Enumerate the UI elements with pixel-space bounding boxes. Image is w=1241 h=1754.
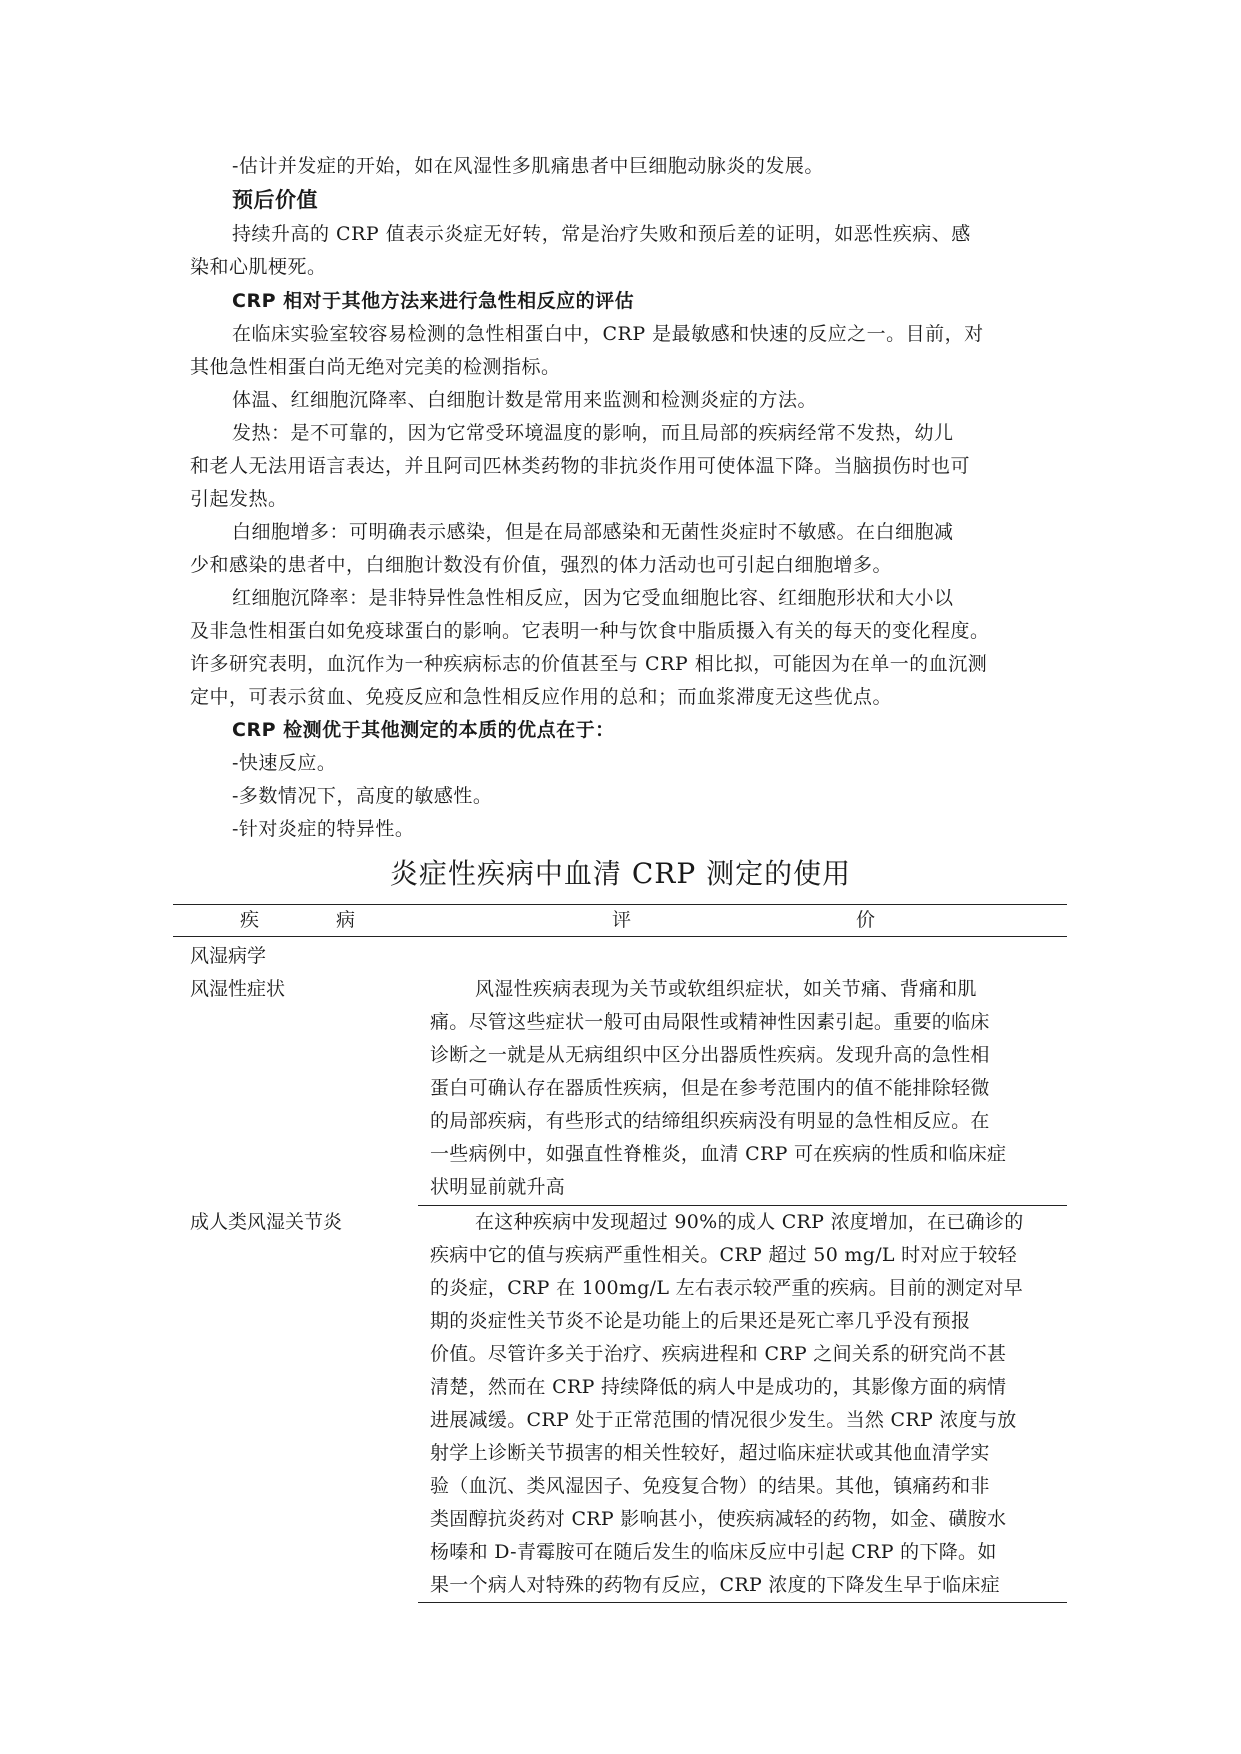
section-heading: 预后价值 bbox=[232, 188, 318, 212]
paragraph-line: 其他急性相蛋白尚无绝对完美的检测指标。 bbox=[190, 356, 561, 378]
paragraph-line: 和老人无法用语言表达，并且阿司匹林类药物的非抗炎作用可使体温下降。当脑损伤时也可 bbox=[190, 455, 971, 477]
paragraph-line: -估计并发症的开始，如在风湿性多肌痛患者中巨细胞动脉炎的发展。 bbox=[232, 155, 824, 177]
section-heading: CRP 相对于其他方法来进行急性相反应的评估 bbox=[232, 290, 635, 312]
table-bottom-rule bbox=[418, 1602, 1067, 1603]
table-header-disease: 疾 bbox=[240, 909, 260, 931]
evaluation-line: 风湿性疾病表现为关节或软组织症状，如关节痛、背痛和肌 bbox=[475, 978, 977, 1000]
evaluation-line: 清楚，然而在 CRP 持续降低的病人中是成功的，其影像方面的病情 bbox=[430, 1376, 1007, 1398]
table-header-evaluation: 评 bbox=[612, 909, 632, 931]
evaluation-line: 疾病中它的值与疾病严重性相关。CRP 超过 50 mg/L 时对应于较轻 bbox=[430, 1244, 1017, 1266]
list-item: -针对炎症的特异性。 bbox=[232, 818, 415, 840]
table-header-evaluation: 价 bbox=[856, 909, 876, 931]
table-header-disease: 病 bbox=[336, 909, 356, 931]
evaluation-line: 杨嗪和 D-青霉胺可在随后发生的临床反应中引起 CRP 的下降。如 bbox=[430, 1541, 997, 1563]
table-row-disease: 风湿性症状 bbox=[190, 978, 286, 1000]
list-item: -多数情况下，高度的敏感性。 bbox=[232, 785, 493, 807]
paragraph-line: 引起发热。 bbox=[190, 488, 288, 510]
table-header-rule bbox=[173, 936, 1067, 937]
table-section-label: 风湿病学 bbox=[190, 945, 267, 967]
evaluation-line: 期的炎症性关节炎不论是功能上的后果还是死亡率几乎没有预报 bbox=[430, 1310, 971, 1332]
evaluation-line: 果一个病人对特殊的药物有反应，CRP 浓度的下降发生早于临床症 bbox=[430, 1574, 1000, 1596]
paragraph-line: 体温、红细胞沉降率、白细胞计数是常用来监测和检测炎症的方法。 bbox=[232, 389, 818, 411]
paragraph-line: 白细胞增多：可明确表示感染，但是在局部感染和无菌性炎症时不敏感。在白细胞减 bbox=[232, 521, 954, 543]
paragraph-line: 持续升高的 CRP 值表示炎症无好转，常是治疗失败和预后差的证明，如恶性疾病、感 bbox=[232, 223, 971, 245]
evaluation-line: 蛋白可确认存在器质性疾病，但是在参考范围内的值不能排除轻微 bbox=[430, 1077, 990, 1099]
evaluation-line: 痛。尽管这些症状一般可由局限性或精神性因素引起。重要的临床 bbox=[430, 1011, 990, 1033]
paragraph-line: 染和心肌梗死。 bbox=[190, 256, 327, 278]
evaluation-line: 一些病例中，如强直性脊椎炎，血清 CRP 可在疾病的性质和临床症 bbox=[430, 1143, 1007, 1165]
evaluation-line: 诊断之一就是从无病组织中区分出器质性疾病。发现升高的急性相 bbox=[430, 1044, 990, 1066]
evaluation-line: 状明显前就升高 bbox=[430, 1176, 566, 1198]
paragraph-line: 红细胞沉降率：是非特异性急性相反应，因为它受血细胞比容、红细胞形状和大小以 bbox=[232, 587, 954, 609]
evaluation-line: 价值。尽管许多关于治疗、疾病进程和 CRP 之间关系的研究尚不甚 bbox=[430, 1343, 1007, 1365]
evaluation-line: 类固醇抗炎药对 CRP 影响甚小，使疾病减轻的药物，如金、磺胺水 bbox=[430, 1508, 1007, 1530]
paragraph-line: 在临床实验室较容易检测的急性相蛋白中，CRP 是最敏感和快速的反应之一。目前，对 bbox=[232, 323, 984, 345]
paragraph-line: 及非急性相蛋白如免疫球蛋白的影响。它表明一种与饮食中脂质摄入有关的每天的变化程度。 bbox=[190, 620, 990, 642]
list-item: -快速反应。 bbox=[232, 752, 337, 774]
paragraph-line: 发热：是不可靠的，因为它常受环境温度的影响，而且局部的疾病经常不发热，幼儿 bbox=[232, 422, 954, 444]
evaluation-line: 验（血沉、类风湿因子、免疫复合物）的结果。其他，镇痛药和非 bbox=[430, 1475, 990, 1497]
table-row-disease: 成人类风湿关节炎 bbox=[190, 1211, 343, 1233]
table-top-rule bbox=[173, 904, 1067, 905]
paragraph-line: 定中，可表示贫血、免疫反应和急性相反应作用的总和；而血浆滞度无这些优点。 bbox=[190, 686, 893, 708]
evaluation-line: 的炎症，CRP 在 100mg/L 左右表示较严重的疾病。目前的测定对早 bbox=[430, 1277, 1024, 1299]
evaluation-line: 射学上诊断关节损害的相关性较好，超过临床症状或其他血清学实 bbox=[430, 1442, 990, 1464]
evaluation-line: 在这种疾病中发现超过 90%的成人 CRP 浓度增加，在已确诊的 bbox=[475, 1211, 1024, 1233]
paragraph-line: 少和感染的患者中，白细胞计数没有价值，强烈的体力活动也可引起白细胞增多。 bbox=[190, 554, 893, 576]
section-heading: CRP 检测优于其他测定的本质的优点在于： bbox=[232, 719, 615, 741]
evaluation-line: 的局部疾病，有些形式的结缔组织疾病没有明显的急性相反应。在 bbox=[430, 1110, 990, 1132]
paragraph-line: 许多研究表明，血沉作为一种疾病标志的价值甚至与 CRP 相比拟，可能因为在单一的血沉测 bbox=[190, 653, 988, 675]
table-title: 炎症性疾病中血清 CRP 测定的使用 bbox=[389, 857, 852, 890]
evaluation-line: 进展减缓。CRP 处于正常范围的情况很少发生。当然 CRP 浓度与放 bbox=[430, 1409, 1017, 1431]
table-row-rule bbox=[418, 1205, 1067, 1206]
